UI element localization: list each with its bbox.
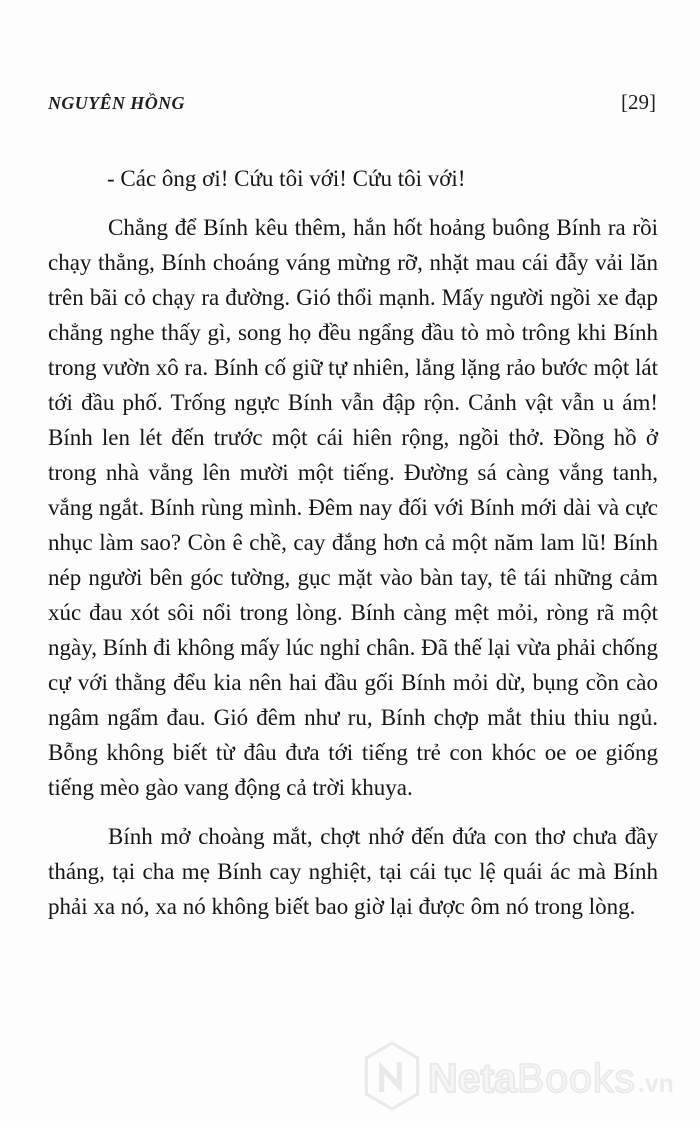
watermark-brand-primary: Neta: [428, 1055, 517, 1101]
running-header: [48, 90, 656, 115]
netabooks-watermark: [361, 1040, 674, 1117]
paragraph: Chẳng để Bính kêu thêm, hắn hốt hoảng buông Bính ra rồi chạy thẳng, Bính choáng váng mừng rỡ, nhặt mau cái đẫy vải lăn trên bãi cỏ chạy ra đường. Gió thổi mạnh. Mấy người ngồi xe đạp chẳng nghe thấy gì, song họ đều ngẩng đầu tò mò trông khi Bính trong vườn xô ra. Bính cố giữ tự nhiên, lẳng lặng rảo bước một lát tới đầu phố. Trống ngực Bính vẫn đập rộn. Cảnh vật vẫn u ám! Bính len lét đến trước một cái hiên rộng, ngồi thở. Đồng hồ ở trong nhà vẳng lên mười một tiếng. Đường sá càng vắng tanh, vắng ngắt. Bính rùng mình. Đêm nay đối với Bính mới dài và cực nhục làm sao? Còn ê chề, cay đắng hơn cả một năm lam lũ! Bính nép người bên góc tường, gục mặt vào bàn tay, tê tái những cảm xúc đau xót sôi nổi trong lòng. Bính càng mệt mỏi, ròng rã một ngày, Bính đi không mấy lúc nghỉ chân. Đã thế lại vừa phải chống cự với thằng đểu kia nên hai đầu gối Bính mỏi dừ, bụng cồn cào ngâm ngẩm đau. Gió đêm như ru, Bính chợp mắt thiu thiu ngủ. Bỗng không biết từ đâu đưa tới tiếng trẻ con khóc oe oe giống tiếng mèo gào vang động cả trời khuya.: [48, 215, 658, 800]
watermark-brand-secondary: Books: [516, 1055, 636, 1101]
netabooks-wordmark: [428, 1055, 674, 1101]
watermark-domain-suffix: .vn: [637, 1070, 674, 1098]
dialogue-line: - Các ông ơi! Cứu tôi với! Cứu tôi với!: [107, 166, 466, 191]
page-number: [29]: [621, 90, 656, 114]
netabooks-hexagon-logo-icon: [361, 1040, 423, 1117]
author-name: NGUYÊN HỒNG: [48, 93, 185, 113]
page-body-text: [48, 161, 658, 924]
paragraph: Bính mở choàng mắt, chợt nhớ đến đứa con thơ chưa đầy tháng, tại cha mẹ Bính cay nghiệt, tại cái tục lệ quái ác mà Bính phải xa nó, xa nó không biết bao giờ lại được ôm nó trong lòng.: [48, 824, 658, 919]
